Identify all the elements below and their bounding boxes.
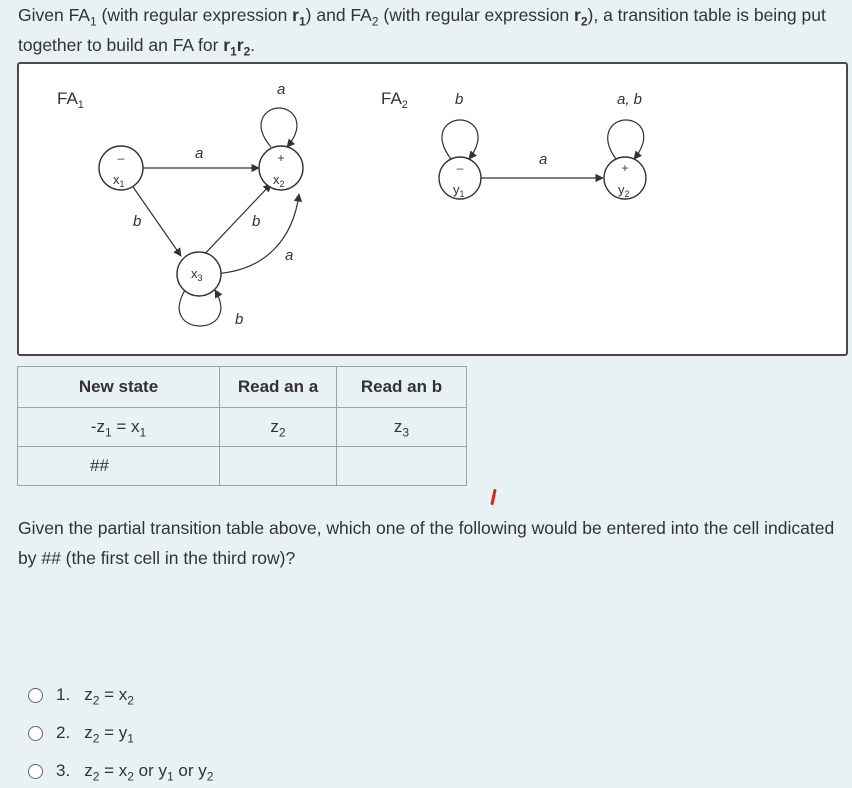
mark-y1: – — [456, 161, 464, 175]
fa-diagram-svg — [19, 64, 846, 354]
label-x3-x2-a: a — [285, 247, 294, 264]
state-label-x2: $x_2$ — [273, 172, 285, 189]
intro-part: (with regular expression — [378, 5, 575, 25]
cell-empty — [220, 447, 337, 486]
mark-x1: – — [117, 151, 125, 165]
table-header-row — [18, 367, 467, 408]
regex-r1r2: $r_1r_2$ — [223, 35, 251, 59]
label-y2-loop: a, b — [617, 91, 643, 108]
intro-part: . — [250, 35, 256, 55]
intro-part: (with regular expression — [96, 5, 293, 25]
option-2[interactable] — [28, 714, 213, 752]
label-x2-loop: a — [277, 81, 286, 98]
cell-read-a: $z_2$ — [220, 408, 337, 447]
option-text: $z_2 = x_2$ or $y_1$ or $y_2$ — [84, 761, 214, 784]
regex-r2: $r_2$ — [574, 5, 588, 29]
cell-empty — [337, 447, 467, 486]
option-number: 3. — [56, 761, 71, 780]
mark-x2: + — [277, 151, 285, 165]
option-1[interactable] — [28, 676, 213, 714]
intro-part: ), a transition table is being put together to build an FA for — [18, 5, 826, 55]
state-label-x1: $x_1$ — [113, 172, 125, 189]
option-text: $z_2 = x_2$ — [84, 685, 134, 708]
label-x1-x2: a — [195, 145, 204, 162]
edge-y1-loop — [442, 120, 478, 159]
cell-read-b: $z_3$ — [337, 408, 467, 447]
radio-button[interactable] — [28, 764, 43, 779]
edge-y2-loop — [608, 120, 644, 159]
intro-sub: 1 — [89, 14, 97, 29]
table-row — [18, 408, 467, 447]
header-read-a: Read an a — [220, 367, 337, 408]
intro-sub: 2 — [371, 14, 379, 29]
cell-new-state: $-z_1 = x_1$ — [18, 408, 220, 447]
fa2-title: $FA_2$ — [381, 89, 408, 111]
option-number: 2. — [56, 723, 71, 742]
option-3[interactable] — [28, 752, 213, 788]
state-label-y2: $y_2$ — [618, 182, 630, 199]
label-y1-y2: a — [539, 151, 548, 168]
fa-diagram — [17, 62, 848, 356]
header-new-state: New state — [18, 367, 220, 408]
fa1-title: $FA_1$ — [57, 89, 84, 111]
intro-part: Given FA — [18, 5, 90, 25]
intro-text — [18, 0, 848, 60]
red-annotation-mark — [490, 489, 496, 505]
fa1-edges — [131, 108, 299, 326]
regex-r1: $r_1$ — [292, 5, 306, 29]
mark-y2: + — [621, 161, 629, 175]
header-read-b: Read an b — [337, 367, 467, 408]
label-x3-x2-b: b — [252, 213, 261, 230]
transition-table — [17, 366, 467, 486]
table-row — [18, 447, 467, 486]
intro-part: ) and FA — [305, 5, 372, 25]
label-x3-loop: b — [235, 311, 244, 328]
answer-options — [28, 676, 213, 788]
cell-unknown: ## — [18, 447, 220, 486]
state-label-y1: $y_1$ — [453, 182, 465, 199]
question-text: Given the partial transition table above, which one of the following would be entered into the cell indicated by ## (the first cell in the third row)? — [18, 518, 835, 568]
state-label-x3: $x_3$ — [191, 266, 203, 283]
radio-button[interactable] — [28, 688, 43, 703]
radio-button[interactable] — [28, 726, 43, 741]
label-x1-x3: b — [133, 213, 142, 230]
edge-x2-loop — [261, 108, 297, 147]
option-text: $z_2 = y_1$ — [84, 723, 134, 746]
option-number: 1. — [56, 685, 71, 704]
label-y1-loop: b — [455, 91, 464, 108]
